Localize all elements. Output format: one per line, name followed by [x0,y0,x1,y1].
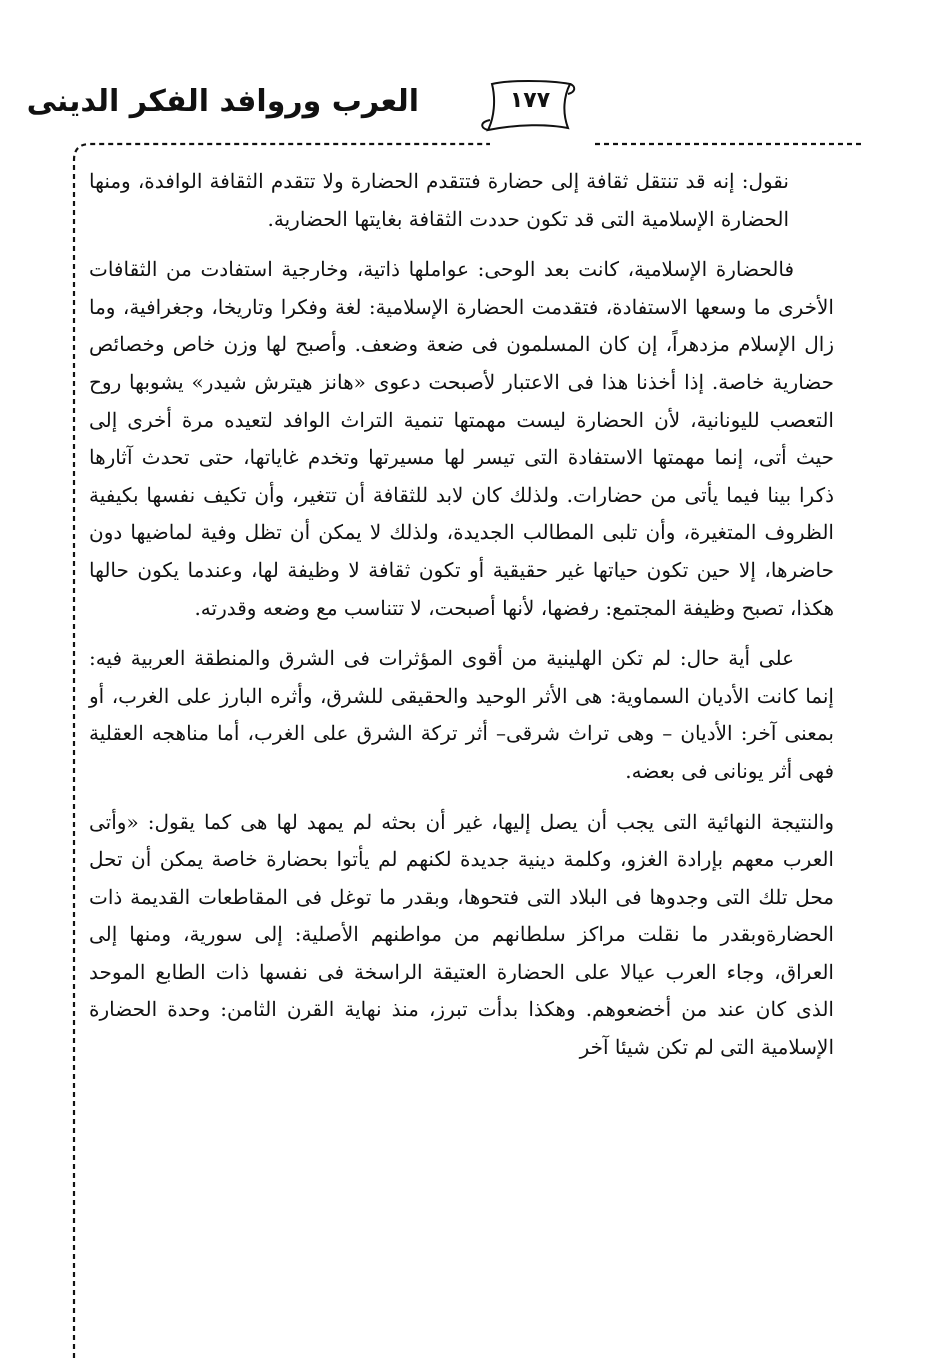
paragraph: على أية حال: لم تكن الهلينية من أقوى المؤثرات فى الشرق والمنطقة العربية فيه: إنما كانت الأديان السماوية: هى الأثر الوحيد والحقيقى للشرق، وأثره البارز على الغرب، أو بمعنى آخر: الأديان – وهى تراث شرقى– أثر تركة الشرق على الغرب، أما مناهجه العقلية فهى أثر يونانى فى بعضه. [89,646,834,783]
page-number: ١٧٧ [509,88,551,113]
paragraph: فالحضارة الإسلامية، كانت بعد الوحى: عواملها ذاتية، وخارجية استفادت من الثقافات الأخرى ما وسعها الاستفادة، فتقدمت الحضارة الإسلامية: لغة وفكرا وتاريخا، وجغرافية، وما زال الإسلام مزدهراً، إن كان المسلمون فى ضعة وضعف. وأصبح لها وزن خاص وخصائص حضارية خاصة. إذا أخذنا هذا فى الاعتبار لأصبحت دعوى «هانز هيترش شيدر» يشوبها روح التعصب لليونانية، لأن الحضارة ليست مهمتها تنمية التراث الوافد لتعيده مرة أخرى إلى حيث أتى، إنما مهمتها الاستفادة التى تيسر لها مسيرتها وتخدم غاياتها، حتى تحدث آثارها ذكرا بينا فيما يأتى من حضارات. ولذلك كان لابد للثقافة أن تتغير، وأن تكيف نفسها بكيفية الظروف المتغيرة، وأن تلبى المطالب الجديدة، ولذلك لا يمكن أن تظل وفية لماضيها دون حاضرها، إلا حين تكون حياتها غير حقيقية أو تكون ثقافة لا وظيفة لها، وعندما يكون حالها هكذا، تصبح وظيفة المجتمع: رفضها، لأنها أصبحت، لا تتناسب مع وضعه وقدرته. [89,257,834,620]
paragraph: والنتيجة النهائية التى يجب أن يصل إليها، غير أن بحثه لم يمهد لها هى كما يقول: «وأتى العرب معهم بإرادة الغزو، وكلمة دينية جديدة لكنهم لم يأتوا بحضارة خاصة يمكن أن تحل محل تلك التى وجدوها فى البلاد التى فتحوها، وبقدر ما توغل فى المقاطعات القديمة ذات الحضارةوبقدر ما نقلت مراكز سلطانهم من مواطنهم الأصلية: إلى سورية، ومنها إلى العراق، وجاء العرب عيالا على الحضارة العتيقة الراسخة فى نفسها ذات الطابع الموحد الذى كان عند من أخضعوهم. وهكذا بدأت تبرز، منذ نهاية القرن الثامن: وحدة الحضارة الإسلامية التى لم تكن شيئا آخر [89,809,834,1060]
paragraph: نقول: إنه قد تنتقل ثقافة إلى حضارة فتتقدم الحضارة ولا تتقدم الثقافة الوافدة، ومنها الحضارة الإسلامية التى قد تكون حددت الثقافة بغايتها الحضارية. [89,169,789,231]
body-text [89,163,834,1067]
running-title: العرب وروافد الفكر الدينى [26,84,419,119]
